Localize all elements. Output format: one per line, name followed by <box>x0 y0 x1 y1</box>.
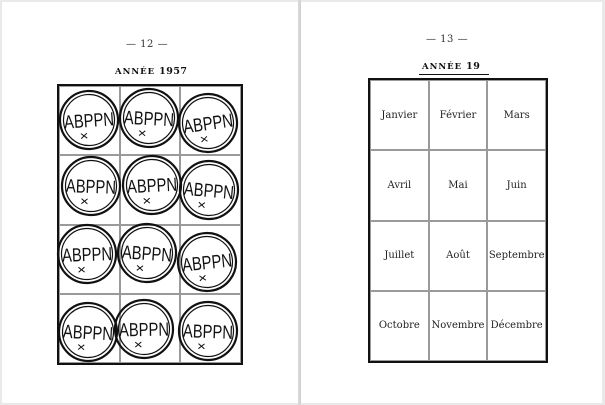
right-year-label: ANNÉE <box>422 62 463 72</box>
stamp-cell <box>59 155 131 224</box>
stamp-grid <box>57 84 250 365</box>
month-label: Mai <box>448 179 468 191</box>
month-cell <box>487 150 546 220</box>
month-cell <box>487 80 546 150</box>
svg-text:ABPPN: ABPPN <box>126 173 192 199</box>
right-year-heading <box>422 61 480 72</box>
month-cell <box>429 80 488 150</box>
svg-text:ABPPN: ABPPN <box>181 248 248 277</box>
svg-text:ABPPN: ABPPN <box>121 242 187 268</box>
svg-text:ABPPN: ABPPN <box>63 108 130 134</box>
month-cell <box>429 221 488 291</box>
month-cell <box>370 221 429 291</box>
left-year-value: 1957 <box>159 66 188 77</box>
left-year-heading <box>115 66 188 77</box>
right-page-number: — 13 — <box>426 34 469 45</box>
month-label: Août <box>446 250 470 262</box>
stamp-cell <box>180 294 248 363</box>
month-cell <box>370 291 429 361</box>
left-page-number: — 12 — <box>126 39 169 50</box>
month-label: Juillet <box>384 250 415 262</box>
svg-text:ABPPN: ABPPN <box>183 178 250 206</box>
month-label: Avril <box>387 179 412 191</box>
month-cell <box>370 150 429 220</box>
svg-text:ABPPN: ABPPN <box>123 107 189 133</box>
svg-text:ABPPN: ABPPN <box>182 321 248 345</box>
month-label: Septembre <box>488 250 545 262</box>
month-cell <box>487 221 546 291</box>
svg-text:ABPPN: ABPPN <box>62 321 128 347</box>
month-label: Mars <box>503 109 530 121</box>
svg-text:ABPPN: ABPPN <box>118 319 184 342</box>
right-year-underline <box>419 74 489 75</box>
month-cell <box>429 150 488 220</box>
stamp-cell <box>120 225 187 294</box>
month-label: Février <box>439 109 477 121</box>
svg-text:ABPPN: ABPPN <box>181 108 249 139</box>
month-label: Juin <box>506 179 527 191</box>
stamp-cell <box>118 294 184 363</box>
month-cell <box>487 291 546 361</box>
stamp-cell <box>120 86 189 155</box>
month-cell <box>370 80 429 150</box>
month-grid <box>368 78 548 363</box>
month-cell <box>429 291 488 361</box>
stamp-cell <box>59 225 127 294</box>
left-page <box>2 2 298 403</box>
left-year-label: ANNÉE <box>115 67 156 77</box>
svg-text:ABPPN: ABPPN <box>61 243 127 267</box>
stamp-cell <box>180 155 250 224</box>
right-page <box>301 2 602 403</box>
stamp-cell <box>180 86 249 155</box>
stamp-cell <box>180 225 248 294</box>
stamp-cell <box>120 155 192 224</box>
stamp-cell <box>59 86 130 155</box>
month-label: Décembre <box>490 320 543 332</box>
svg-text:ABPPN: ABPPN <box>65 176 131 200</box>
stamp-cell <box>59 294 128 363</box>
month-label: Janvier <box>381 109 418 121</box>
month-label: Novembre <box>431 320 485 332</box>
month-label: Octobre <box>378 320 420 332</box>
right-year-value: 19 <box>466 61 481 72</box>
